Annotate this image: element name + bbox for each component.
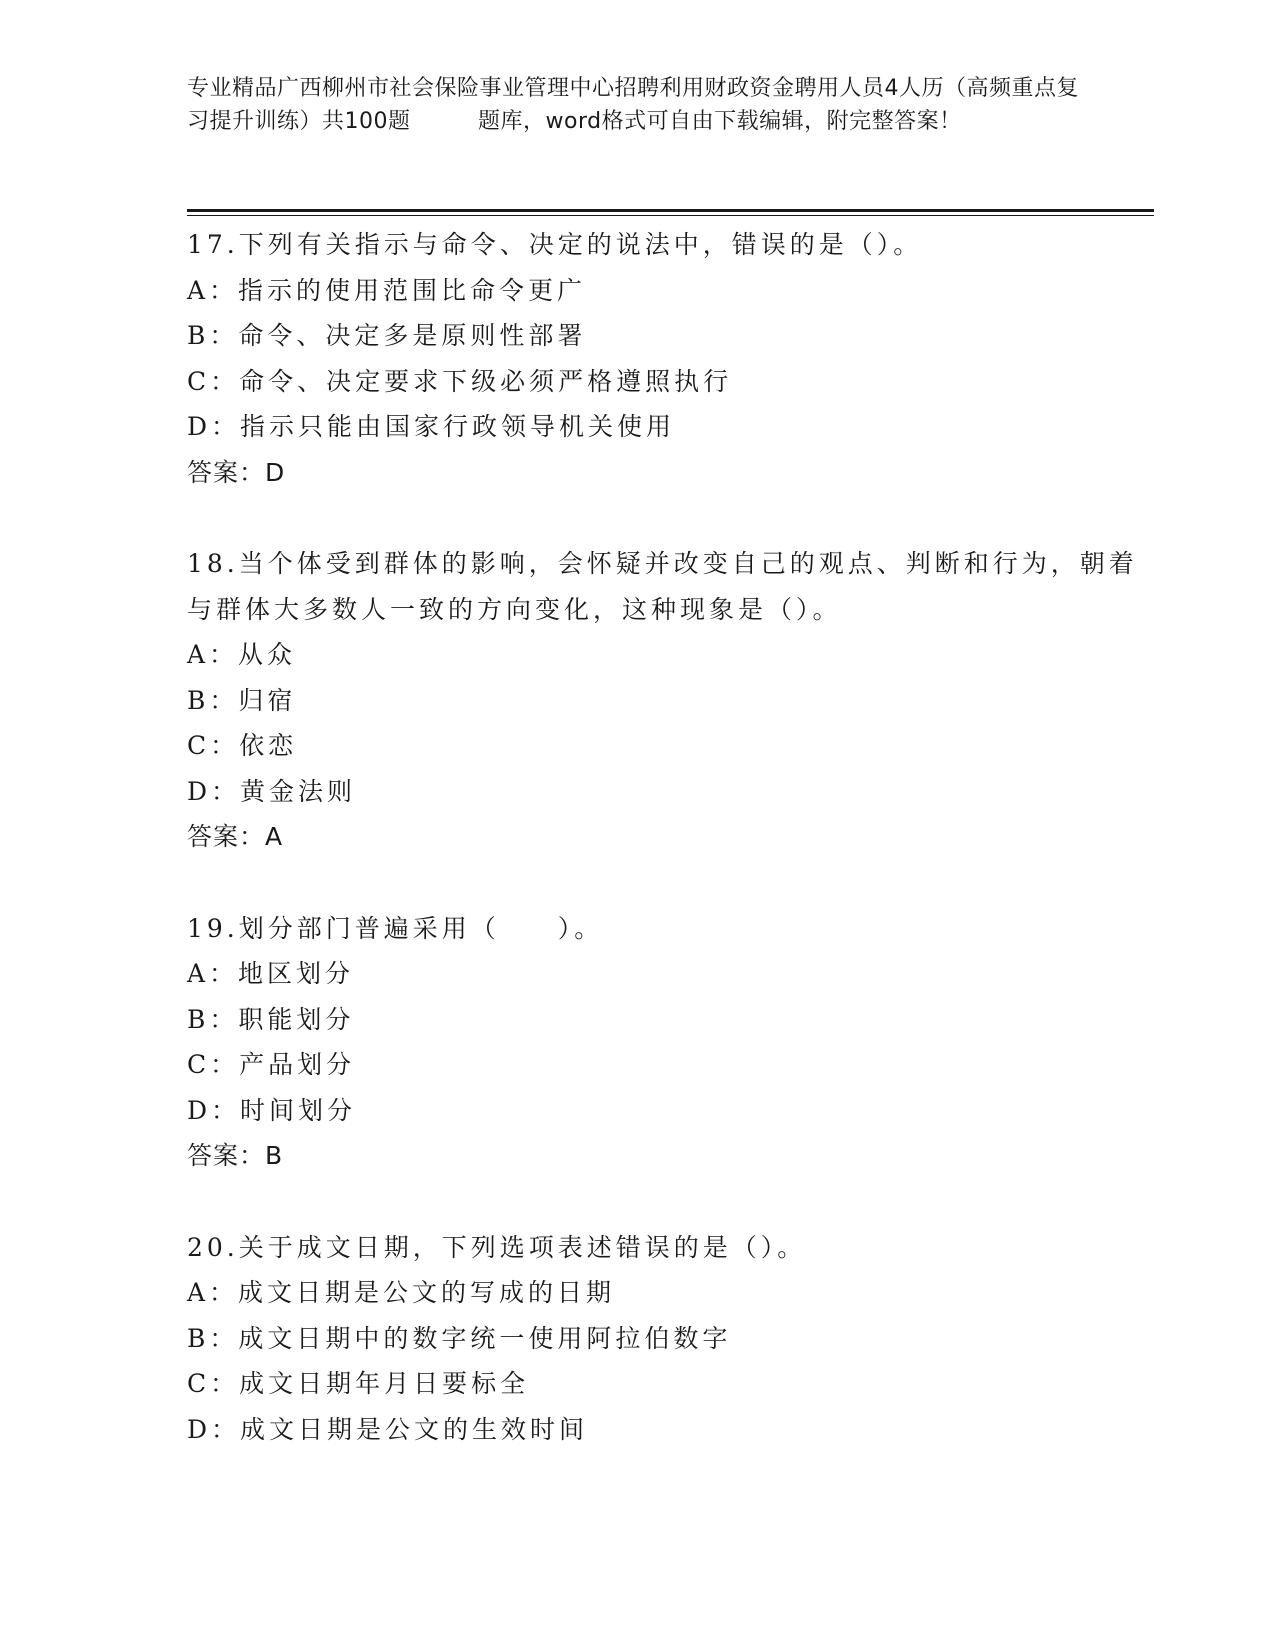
question-stem: 18.当个体受到群体的影响，会怀疑并改变自己的观点、判断和行为，朝着与群体大多数人一致的方向变化，这种现象是（）。	[187, 549, 1138, 624]
question-stem: 17.下列有关指示与命令、决定的说法中，错误的是（）。	[187, 230, 923, 259]
option-b: B：成文日期中的数字统一使用阿拉伯数字	[187, 1323, 732, 1353]
option-c: C：成文日期年月日要标全	[187, 1369, 530, 1398]
question-20	[187, 1225, 1147, 1453]
question-list	[187, 222, 1147, 1498]
option-b: B：职能划分	[187, 1004, 355, 1034]
option-b: B：命令、决定多是原则性部署	[187, 321, 587, 350]
question-17	[187, 222, 1147, 495]
question-stem: 19.划分部门普遍采用（ ）。	[187, 913, 604, 943]
option-d: D：指示只能由国家行政领导机关使用	[187, 412, 676, 441]
answer-line: 答案：D	[187, 457, 286, 487]
option-d: D：成文日期是公文的生效时间	[187, 1414, 589, 1444]
option-a: A：地区划分	[187, 959, 355, 988]
header-divider-thick	[187, 209, 1154, 212]
question-stem: 20.关于成文日期，下列选项表述错误的是（）。	[187, 1232, 807, 1262]
document-header: 专业精品广西柳州市社会保险事业管理中心招聘利用财政资金聘用人员4人历（高频重点复习提升训练）共100题 题库，word格式可自由下载编辑，附完整答案！	[187, 76, 1080, 134]
option-c: C：产品划分	[187, 1050, 356, 1079]
question-19	[187, 906, 1147, 1179]
answer-line: 答案：A	[187, 822, 284, 851]
option-a: A：指示的使用范围比命令更广	[187, 275, 587, 305]
option-c: C：依恋	[187, 731, 298, 760]
option-d: D：时间划分	[187, 1095, 357, 1125]
option-a: A：从众	[187, 640, 297, 669]
option-a: A：成文日期是公文的写成的日期	[187, 1278, 616, 1307]
option-d: D：黄金法则	[187, 776, 357, 806]
question-18	[187, 541, 1147, 860]
answer-line: 答案：B	[187, 1141, 284, 1170]
header-divider-thin	[187, 215, 1154, 216]
option-c: C：命令、决定要求下级必须严格遵照执行	[187, 366, 733, 396]
option-b: B：归宿	[187, 685, 297, 715]
